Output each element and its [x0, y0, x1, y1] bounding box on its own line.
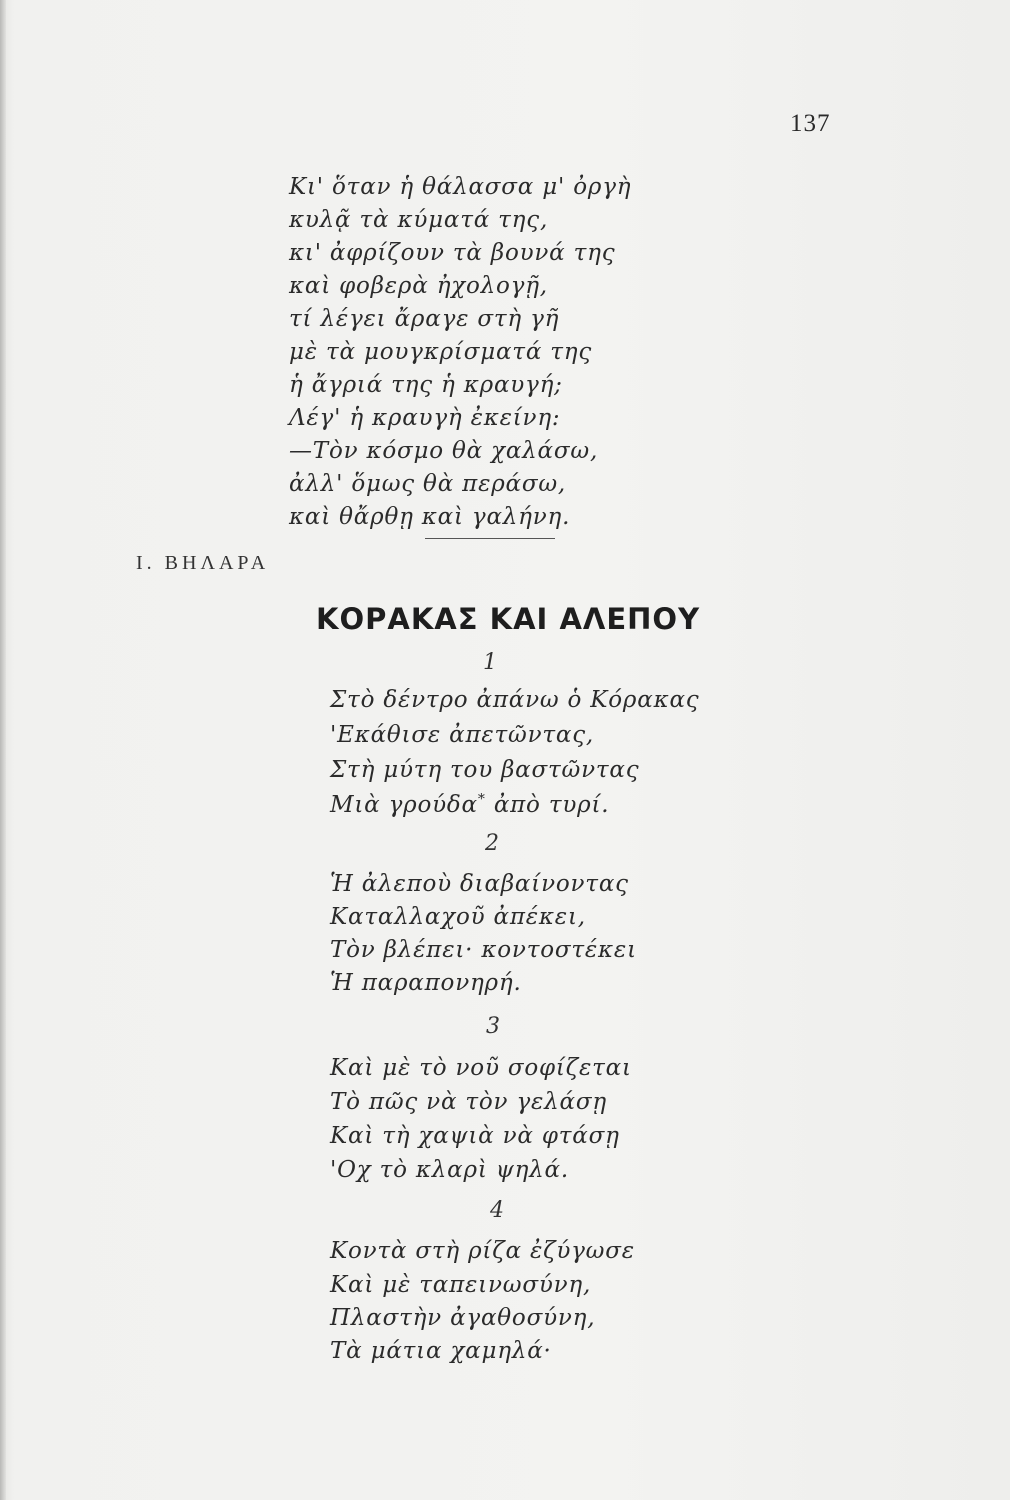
- poem-line: καὶ θἄρθῃ καὶ γαλήνη.: [289, 504, 571, 530]
- poem-title: ΚΟΡΑΚΑΣ ΚΑΙ ΑΛΕΠΟΥ: [316, 602, 701, 636]
- poem-line: Στὸ δέντρο ἀπάνω ὁ Κόρακας: [330, 687, 700, 713]
- binding-edge: [0, 0, 6, 1500]
- poem-line: μὲ τὰ μουγκρίσματά της: [289, 339, 593, 365]
- poem-line: Ἡ παραπονηρή.: [330, 970, 522, 996]
- footnote-marker: *: [477, 791, 486, 808]
- stanza-number: 1: [483, 650, 497, 675]
- page-number: 137: [790, 110, 831, 137]
- poem-line: —Τὸν κόσμο θὰ χαλάσω,: [289, 438, 599, 464]
- poem-line: Κι' ὅταν ἡ θάλασσα μ' ὀργὴ: [289, 174, 632, 200]
- poem-line: Κοντὰ στὴ ρίζα ἐζύγωσε: [330, 1238, 635, 1264]
- poem-line: ἡ ἄγριά της ἡ κραυγή;: [289, 372, 563, 398]
- poem-line: ἀλλ' ὅμως θὰ περάσω,: [289, 471, 567, 497]
- poem-line: τί λέγει ἄραγε στὴ γῆ: [289, 306, 560, 332]
- poem-line: Τὸ πῶς νὰ τὸν γελάσῃ: [330, 1089, 607, 1115]
- stanza-number: 3: [486, 1014, 500, 1039]
- poem-line: κι' ἀφρίζουν τὰ βουνά της: [289, 240, 616, 266]
- poem-line: Λέγ' ἡ κραυγὴ ἐκείνη:: [289, 405, 561, 431]
- poem-line-text: ἀπὸ τυρί.: [485, 792, 610, 818]
- poem-line-text: Μιὰ γρούδα: [330, 792, 478, 818]
- poem-line: καὶ φοβερὰ ἠχολογῇ,: [289, 273, 548, 299]
- poem-line: Στὴ μύτη του βαστῶντας: [330, 757, 640, 783]
- poem-line: 'Οχ τὸ κλαρὶ ψηλά.: [330, 1157, 569, 1183]
- poem-line: [330, 791, 610, 818]
- poem-line: Τὰ μάτια χαμηλά·: [330, 1338, 552, 1364]
- poem-line: Καταλλαχοῦ ἀπέκει,: [330, 904, 586, 930]
- poem-line: Καὶ τὴ χαψιὰ νὰ φτάσῃ: [330, 1123, 620, 1149]
- author-name: Ι. ΒΗΛΑΡΑ: [136, 552, 270, 574]
- poem-line: Καὶ μὲ ταπεινωσύνη,: [330, 1272, 592, 1298]
- poem-line: κυλᾷ τὰ κύματά της,: [289, 207, 549, 233]
- poem-line: Καὶ μὲ τὸ νοῦ σοφίζεται: [330, 1055, 632, 1081]
- poem-line: Πλαστὴν ἀγαθοσύνη,: [330, 1305, 596, 1331]
- poem-line: Τὸν βλέπει· κοντοστέκει: [330, 937, 637, 963]
- stanza-number: 4: [490, 1198, 504, 1223]
- poem-line: Ἡ ἀλεποὺ διαβαίνοντας: [330, 871, 629, 897]
- section-divider: [425, 538, 555, 539]
- poem-line: 'Εκάθισε ἀπετῶντας,: [330, 722, 595, 748]
- stanza-number: 2: [485, 831, 499, 856]
